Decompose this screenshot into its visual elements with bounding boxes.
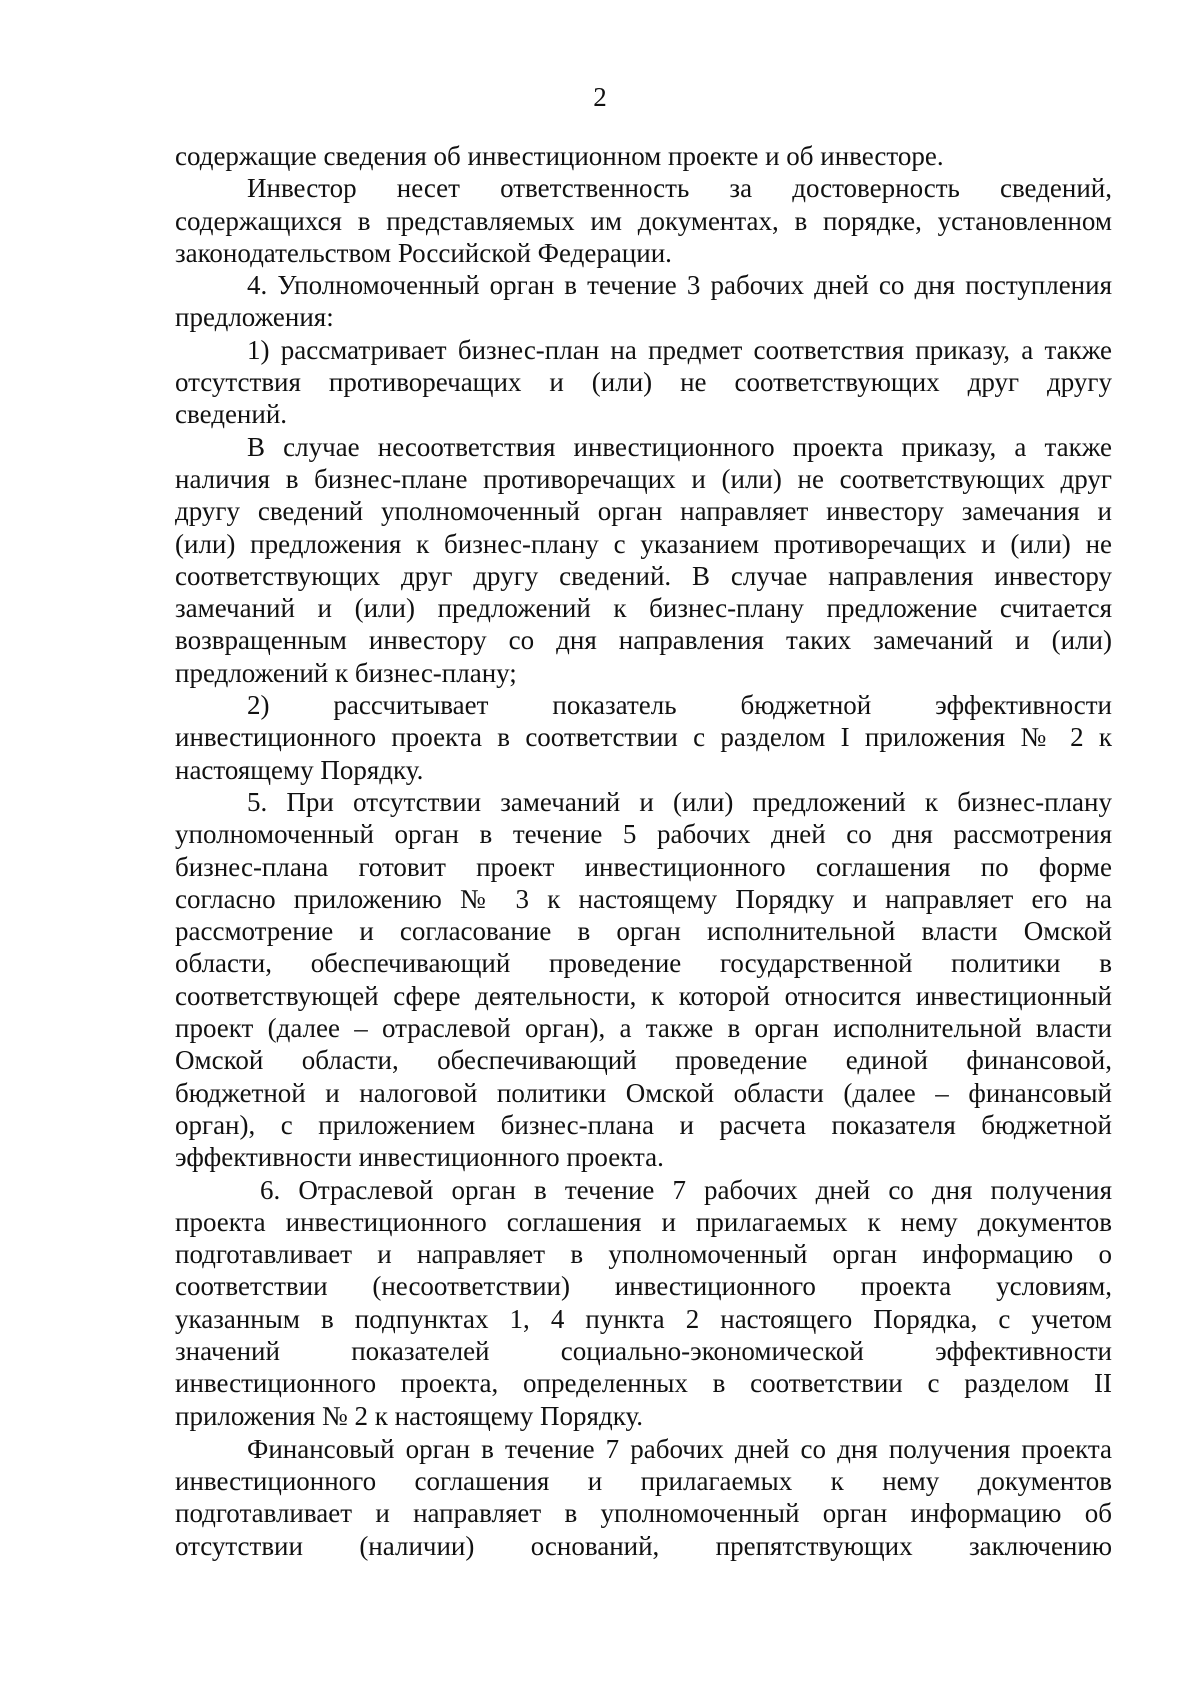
text-line: инвестиционного соглашения и прилагаемых к нему документов <box>175 1466 1112 1497</box>
text-line: приложения № 2 к настоящему Порядку. <box>175 1400 643 1431</box>
text-line: законодательством Российской Федерации. <box>175 237 672 268</box>
text-line: 2) рассчитывает показатель бюджетной эффективности <box>247 690 1112 721</box>
text-line: 6. Отраслевой орган в течение 7 рабочих дней со дня получения <box>260 1174 1112 1205</box>
text-line: подготавливает и направляет в уполномоченный орган информацию об <box>175 1498 1112 1529</box>
text-line: соответствующих друг другу сведений. В случае направления инвестору <box>175 560 1112 591</box>
text-line: инвестиционного проекта, определенных в соответствии с разделом II <box>175 1368 1112 1399</box>
text-line: Омской области, обеспечивающий проведение единой финансовой, <box>175 1045 1112 1076</box>
text-line: соответствии (несоответствии) инвестиционного проекта условиям, <box>175 1271 1112 1302</box>
text-line: Инвестор несет ответственность за достоверность сведений, <box>247 173 1112 204</box>
text-line: проект (далее – отраслевой орган), а также в орган исполнительной власти <box>175 1013 1112 1044</box>
text-line: орган), с приложением бизнес-плана и расчета показателя бюджетной <box>175 1109 1112 1140</box>
text-line: сведений. <box>175 399 288 430</box>
document-body <box>175 140 1112 1562</box>
text-line: указанным в подпунктах 1, 4 пункта 2 настоящего Порядка, с учетом <box>175 1303 1112 1334</box>
text-line: наличия в бизнес-плане противоречащих и (или) не соответствующих друг <box>175 463 1112 494</box>
text-line: бизнес-плана готовит проект инвестиционного соглашения по форме <box>175 851 1112 882</box>
text-line: предложения: <box>175 302 334 333</box>
text-line: (или) предложения к бизнес-плану с указанием противоречащих и (или) не <box>175 528 1112 559</box>
text-line: настоящему Порядку. <box>175 754 424 785</box>
text-line: проекта инвестиционного соглашения и прилагаемых к нему документов <box>175 1206 1112 1237</box>
text-line: 1) рассматривает бизнес-план на предмет соответствия приказу, а также <box>247 334 1112 365</box>
text-line: рассмотрение и согласование в орган исполнительной власти Омской <box>175 916 1112 947</box>
text-line: согласно приложению № 3 к настоящему Порядку и направляет его на <box>175 883 1112 914</box>
text-line: другу сведений уполномоченный орган направляет инвестору замечания и <box>175 496 1112 527</box>
text-line: 5. При отсутствии замечаний и (или) предложений к бизнес-плану <box>247 786 1112 817</box>
text-line: содержащихся в представляемых им документах, в порядке, установленном <box>175 205 1112 236</box>
page-number: 2 <box>593 82 607 112</box>
text-line: возвращенным инвестору со дня направления таких замечаний и (или) <box>175 625 1112 656</box>
text-line: соответствующей сфере деятельности, к которой относится инвестиционный <box>175 980 1112 1011</box>
text-line: инвестиционного проекта в соответствии с разделом I приложения № 2 к <box>175 722 1112 753</box>
text-line: подготавливает и направляет в уполномоченный орган информацию о <box>175 1239 1112 1270</box>
text-line: области, обеспечивающий проведение государственной политики в <box>175 948 1112 979</box>
text-line: замечаний и (или) предложений к бизнес-плану предложение считается <box>175 593 1112 624</box>
text-line: содержащие сведения об инвестиционном проекте и об инвесторе. <box>175 141 944 171</box>
text-line: Финансовый орган в течение 7 рабочих дней со дня получения проекта <box>247 1433 1112 1464</box>
text-line: отсутствии (наличии) оснований, препятствующих заключению <box>175 1530 1112 1561</box>
text-line: предложений к бизнес-плану; <box>175 657 517 688</box>
text-line: отсутствия противоречащих и (или) не соответствующих друг другу <box>175 367 1112 398</box>
text-line: значений показателей социально-экономической эффективности <box>175 1335 1112 1366</box>
text-line: эффективности инвестиционного проекта. <box>175 1142 664 1173</box>
text-line: В случае несоответствия инвестиционного проекта приказу, а также <box>247 431 1112 462</box>
text-line: бюджетной и налоговой политики Омской области (далее – финансовый <box>175 1077 1112 1108</box>
text-line: 4. Уполномоченный орган в течение 3 рабочих дней со дня поступления <box>247 270 1112 301</box>
text-line: уполномоченный орган в течение 5 рабочих дней со дня рассмотрения <box>175 819 1112 850</box>
